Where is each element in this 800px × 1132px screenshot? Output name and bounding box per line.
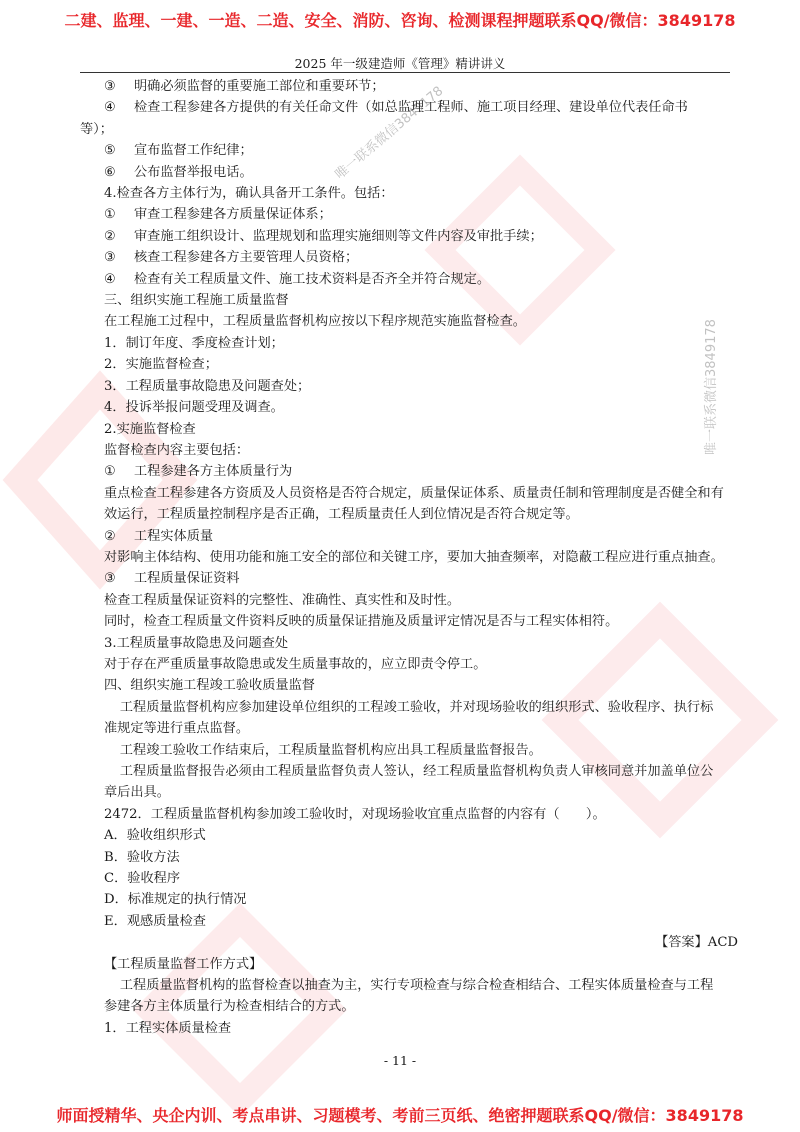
text-line: 同时，检查工程质量文件资料反映的质量保证措施及质量评定情况是否与工程实体相符。 bbox=[104, 614, 619, 630]
list-item: ④ 检查有关工程质量文件、施工技术资料是否齐全并符合规定。 bbox=[104, 271, 491, 287]
paragraph: 对影响主体结构、使用功能和施工安全的部位和关键工序，要加大抽查频率，对隐蔽工程应进行重点抽查。 bbox=[104, 549, 724, 565]
section-heading: 四、组织实施工程竣工验收质量监督 bbox=[104, 678, 315, 694]
list-item: ② 审查施工组织设计、监理规划和监理实施细则等文件内容及审批手续； bbox=[104, 228, 543, 244]
diagonal-watermark: 唯一联系微信3849178 bbox=[332, 83, 447, 183]
list-item: ③ 明确必须监督的重要施工部位和重要环节； bbox=[104, 79, 385, 94]
promo-banner-bottom: 师面授精华、央企内训、考点串讲、习题模考、考前三页纸、绝密押题联系QQ/微信：3849178 bbox=[56, 1106, 744, 1125]
running-header: 2025 年一级建造师《管理》精讲讲义 bbox=[294, 56, 506, 71]
text-line: 在工程施工过程中，工程质量监督机构应按以下程序规范实施监督检查。 bbox=[104, 314, 526, 330]
question-stem: 2472．工程质量监督机构参加竣工验收时，对现场验收宜重点监督的内容有（ ）。 bbox=[104, 806, 606, 822]
page-number: - 11 - bbox=[383, 1053, 417, 1068]
list-item: 4．投诉举报问题受理及调查。 bbox=[104, 400, 284, 416]
promo-banner-top: 二建、监理、一建、一造、二造、安全、消防、咨询、检测课程押题联系QQ/微信：3849178 bbox=[64, 11, 736, 30]
list-item: ② 工程实体质量 bbox=[104, 528, 214, 544]
paragraph: 工程质量监督机构应参加建设单位组织的工程竣工验收，并对现场验收的组织形式、验收程序、执行标准规定等进行重点监督。 bbox=[104, 699, 714, 737]
list-item: 1．制订年度、季度检查计划； bbox=[104, 335, 284, 351]
answer-option: E．观感质量检查 bbox=[104, 913, 206, 929]
list-item: ⑤ 宣布监督工作纪律； bbox=[104, 143, 253, 159]
list-item: ⑥ 公布监督举报电话。 bbox=[104, 164, 253, 180]
paragraph: 工程质量监督报告必须由工程质量监督负责人签认，经工程质量监督机构负责人审核同意并加盖单位公章后出具。 bbox=[104, 764, 714, 801]
list-item: ③ 核查工程参建各方主要管理人员资格； bbox=[104, 250, 359, 266]
list-item: ④ 检查工程参建各方提供的有关任命文件（如总监理工程师、施工项目经理、建设单位代表任命书 bbox=[104, 100, 688, 116]
vertical-watermark: 唯一联系微信3849178 bbox=[704, 319, 719, 455]
answer-option: B．验收方法 bbox=[104, 849, 180, 865]
paragraph: 工程质量监督机构的监督检查以抽查为主，实行专项检查与综合检查相结合、工程实体质量检查与工程参建各方主体质量行为检查相结合的方式。 bbox=[104, 978, 714, 1015]
subheading: 3.工程质量事故隐患及问题查处 bbox=[104, 635, 289, 651]
text-line: 等）； bbox=[80, 121, 113, 137]
text-line: 工程竣工验收工作结束后，工程质量监督机构应出具工程质量监督报告。 bbox=[119, 742, 542, 758]
text-line: 检查工程质量保证资料的完整性、准确性、真实性和及时性。 bbox=[104, 592, 461, 608]
subheading: 2.实施监督检查 bbox=[104, 421, 196, 437]
list-item: ③ 工程质量保证资料 bbox=[104, 571, 240, 587]
list-item: ① 工程参建各方主体质量行为 bbox=[104, 464, 293, 480]
section-heading: 【工程质量监督工作方式】 bbox=[104, 956, 263, 972]
list-item: ① 审查工程参建各方质量保证体系； bbox=[104, 207, 332, 223]
answer-option: C．验收程序 bbox=[104, 871, 181, 887]
paragraph: 重点检查工程参建各方资质及人员资格是否符合规定，质量保证体系、质量责任制和管理制度是否健全和有效运行，工程质量控制程序是否正确，工程质量责任人到位情况是否符合规定等。 bbox=[104, 485, 724, 523]
header-rule bbox=[80, 72, 730, 73]
document-body bbox=[80, 76, 738, 1039]
list-item: 2．实施监督检查； bbox=[104, 357, 218, 373]
answer-key: 【答案】ACD bbox=[655, 935, 738, 951]
section-heading: 三、组织实施工程施工质量监督 bbox=[104, 293, 289, 309]
text-line: 监督检查内容主要包括： bbox=[104, 442, 250, 458]
list-item: 3．工程质量事故隐患及问题查处； bbox=[104, 378, 311, 394]
list-item: 1．工程实体质量检查 bbox=[104, 1020, 232, 1036]
answer-option: D．标准规定的执行情况 bbox=[104, 892, 247, 908]
answer-option: A．验收组织形式 bbox=[104, 828, 206, 844]
text-line: 对于存在严重质量事故隐患或发生质量事故的，应立即责令停工。 bbox=[104, 656, 487, 672]
subheading: 4.检查各方主体行为，确认具备开工条件。包括： bbox=[104, 186, 394, 202]
